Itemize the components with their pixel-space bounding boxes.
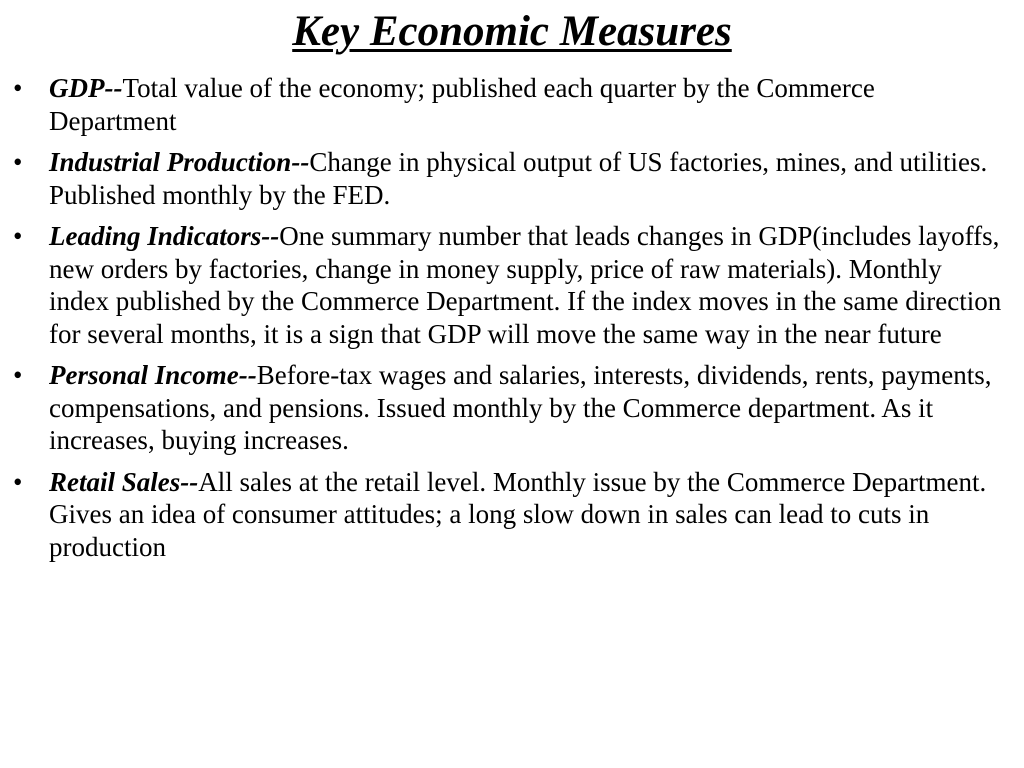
bullet-item-industrial-production — [0, 146, 1024, 211]
bullet-icon: • — [13, 147, 23, 177]
description-gdp: Total value of the economy; published each quarter by the Commerce Department — [49, 73, 875, 136]
bullet-icon: • — [13, 466, 23, 497]
description-industrial-production: Change in physical output of US factories, mines, and utilities. Published monthly by the FED. — [49, 147, 988, 210]
bullet-item-personal-income — [0, 359, 1024, 457]
term-industrial-production: Industrial Production-- — [49, 147, 310, 177]
bullet-item-gdp — [0, 72, 1024, 137]
bullet-list — [0, 72, 1024, 572]
bullet-icon: • — [13, 221, 23, 251]
bullet-icon: • — [13, 73, 23, 103]
bullet-icon: • — [13, 360, 23, 390]
description-leading-indicators: One summary number that leads changes in GDP(includes layoffs, new orders by factories, change in money supply, price of raw materials). Monthly index published by the Commerce Department. If the index moves in the same direction for several months, it is a sign that GDP will move the same way in the near future — [49, 221, 1002, 349]
term-personal-income: Personal Income-- — [49, 360, 257, 390]
slide-title: Key Economic Measures — [292, 8, 732, 55]
bullet-item-retail-sales — [0, 466, 1024, 564]
description-retail-sales: All sales at the retail level. Monthly issue by the Commerce Department. Gives an idea of consumer attitudes; a long slow down in sales can lead to cuts in production — [49, 466, 987, 562]
description-personal-income: Before-tax wages and salaries, interests, dividends, rents, payments, compensations, and pensions. Issued monthly by the Commerce department. As it increases, buying increases. — [49, 360, 992, 455]
term-retail-sales: Retail Sales-- — [49, 466, 199, 497]
bullet-item-leading-indicators — [0, 220, 1024, 350]
term-gdp: GDP-- — [49, 73, 123, 103]
term-leading-indicators: Leading Indicators-- — [49, 221, 280, 251]
